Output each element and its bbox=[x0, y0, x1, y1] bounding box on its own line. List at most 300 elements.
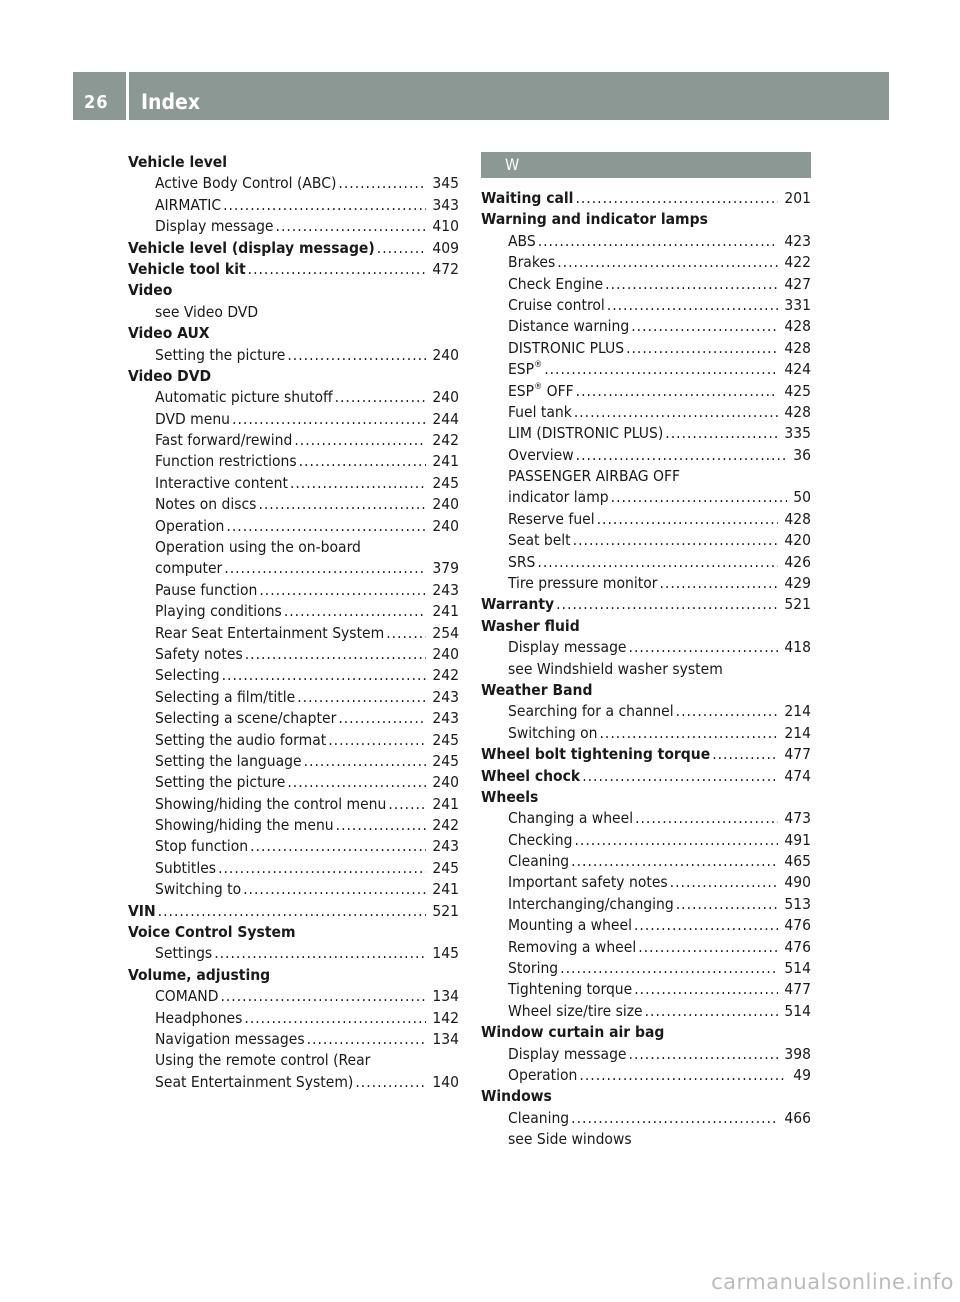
page-reference[interactable]: 490 bbox=[784, 873, 811, 892]
entry-text: Cleaning bbox=[508, 852, 570, 871]
page-reference[interactable]: 241 bbox=[432, 794, 459, 813]
leader-dots bbox=[245, 644, 427, 665]
leader-dots bbox=[638, 937, 778, 958]
entry-text: COMAND bbox=[155, 987, 219, 1006]
page-reference[interactable]: 49 bbox=[793, 1066, 811, 1084]
entry-label bbox=[508, 830, 572, 851]
page-reference[interactable]: 214 bbox=[784, 702, 811, 721]
entry-text: see Video DVD bbox=[155, 302, 259, 321]
leader-dots bbox=[294, 430, 426, 451]
entry-text: Operation bbox=[508, 1066, 578, 1084]
entry-label bbox=[508, 231, 536, 252]
entry-text: Brakes bbox=[508, 253, 556, 272]
entry-label bbox=[155, 1008, 242, 1029]
leader-dots bbox=[670, 873, 779, 894]
entry-label bbox=[508, 295, 605, 316]
page-reference[interactable]: 428 bbox=[784, 317, 811, 336]
index-subentry bbox=[481, 830, 811, 851]
index-subentry bbox=[481, 1044, 811, 1065]
entry-text: Vehicle tool kit bbox=[128, 259, 246, 278]
entry-label bbox=[155, 580, 257, 601]
leader-dots bbox=[223, 195, 426, 216]
index-entry bbox=[128, 238, 459, 259]
entry-label bbox=[155, 387, 333, 408]
entry-text: computer bbox=[155, 559, 223, 578]
page-reference[interactable]: 254 bbox=[432, 623, 459, 642]
page-reference[interactable]: 465 bbox=[784, 852, 811, 871]
entry-label bbox=[155, 837, 248, 858]
index-subentry bbox=[481, 873, 811, 894]
index-subentry bbox=[128, 451, 459, 472]
entry-text: DISTRONIC PLUS bbox=[508, 338, 625, 357]
index-subentry bbox=[128, 1029, 459, 1050]
index-column-left bbox=[128, 152, 459, 1093]
entry-label bbox=[481, 787, 538, 808]
entry-label bbox=[155, 708, 336, 729]
leader-dots bbox=[335, 387, 427, 408]
leader-dots bbox=[574, 830, 778, 851]
page-reference[interactable]: 409 bbox=[432, 238, 459, 257]
entry-label bbox=[508, 1044, 627, 1065]
index-column-right bbox=[481, 152, 811, 1151]
entry-text: Notes on discs bbox=[155, 495, 257, 514]
leader-dots bbox=[676, 894, 779, 915]
entry-label bbox=[155, 943, 212, 964]
index-entry bbox=[481, 680, 811, 701]
index-subentry bbox=[481, 316, 811, 337]
leader-dots bbox=[232, 409, 426, 430]
entry-text: Interchanging/changing bbox=[508, 894, 674, 913]
index-subentry bbox=[128, 858, 459, 879]
entry-label bbox=[128, 323, 210, 344]
index-subentry bbox=[481, 808, 811, 829]
entry-text: Interactive content bbox=[155, 473, 288, 492]
leader-dots bbox=[388, 794, 426, 815]
index-subentry bbox=[128, 730, 459, 751]
index-entry bbox=[481, 1022, 811, 1043]
entry-text: Tightening torque bbox=[508, 980, 633, 999]
entry-label bbox=[508, 723, 597, 744]
page-reference[interactable]: 335 bbox=[784, 424, 811, 443]
leader-dots bbox=[226, 516, 426, 537]
entry-label bbox=[508, 1001, 643, 1022]
page-reference[interactable]: 426 bbox=[784, 552, 811, 571]
index-entry bbox=[128, 280, 459, 301]
page-reference[interactable]: 514 bbox=[784, 959, 811, 978]
leader-dots bbox=[576, 445, 788, 466]
index-subentry bbox=[481, 958, 811, 979]
page-reference[interactable]: 241 bbox=[432, 452, 459, 471]
entry-label bbox=[481, 1022, 664, 1043]
leader-dots bbox=[605, 274, 778, 295]
page-reference[interactable]: 243 bbox=[432, 580, 459, 599]
entry-label bbox=[508, 274, 603, 295]
page-reference[interactable]: 398 bbox=[784, 1044, 811, 1063]
entry-label bbox=[128, 238, 375, 259]
index-subentry bbox=[128, 558, 459, 579]
index-subentry bbox=[481, 723, 811, 744]
leader-dots bbox=[377, 238, 427, 259]
leader-dots bbox=[626, 338, 778, 359]
entry-text: Removing a wheel bbox=[508, 937, 637, 956]
index-subentry bbox=[481, 851, 811, 872]
leader-dots bbox=[560, 958, 778, 979]
entry-text: Overview bbox=[508, 445, 574, 464]
leader-dots bbox=[676, 701, 779, 722]
page-header bbox=[73, 72, 889, 120]
page-reference[interactable]: 521 bbox=[432, 901, 459, 920]
entry-text: DVD menu bbox=[155, 409, 231, 428]
page-reference[interactable]: 243 bbox=[432, 687, 459, 706]
page-reference[interactable]: 477 bbox=[784, 980, 811, 999]
leader-dots bbox=[557, 252, 778, 273]
page-reference[interactable]: 420 bbox=[784, 531, 811, 550]
index-subentry bbox=[481, 402, 811, 423]
entry-text: VIN bbox=[128, 901, 156, 920]
entry-label bbox=[155, 772, 285, 793]
entry-label bbox=[155, 173, 336, 194]
entry-label bbox=[508, 637, 627, 658]
entry-text: Weather Band bbox=[481, 680, 593, 699]
watermark: carmanualsonline.info bbox=[711, 1270, 954, 1294]
index-subentry bbox=[481, 359, 811, 380]
page-reference[interactable]: 331 bbox=[784, 295, 811, 314]
page-reference[interactable]: 242 bbox=[432, 816, 459, 835]
entry-label bbox=[508, 937, 636, 958]
entry-label bbox=[508, 487, 609, 508]
entry-text: Navigation messages bbox=[155, 1030, 305, 1048]
entry-text: ESP bbox=[508, 381, 535, 400]
entry-label bbox=[155, 537, 361, 558]
index-entry bbox=[481, 766, 811, 787]
index-subentry bbox=[481, 466, 811, 487]
page-reference[interactable]: 477 bbox=[784, 745, 811, 764]
index-entry bbox=[128, 922, 459, 943]
leader-dots bbox=[299, 451, 427, 472]
index-subentry bbox=[128, 173, 459, 194]
page-reference[interactable]: 240 bbox=[432, 516, 459, 535]
page-reference[interactable]: 145 bbox=[432, 944, 459, 963]
entry-text: Display message bbox=[508, 1044, 627, 1063]
index-subentry bbox=[481, 295, 811, 316]
page-reference[interactable]: 476 bbox=[784, 916, 811, 935]
page-reference[interactable]: 410 bbox=[432, 217, 459, 236]
entry-text: Tire pressure monitor bbox=[508, 574, 658, 593]
entry-label bbox=[128, 366, 211, 387]
leader-dots bbox=[538, 231, 779, 252]
page-reference[interactable]: 50 bbox=[793, 488, 811, 507]
entry-text: LIM (DISTRONIC PLUS) bbox=[508, 424, 664, 443]
page-number: 26 bbox=[84, 92, 109, 113]
entry-text: Voice Control System bbox=[128, 923, 296, 942]
leader-dots bbox=[544, 359, 778, 380]
index-subentry bbox=[128, 345, 459, 366]
entry-text: Seat belt bbox=[508, 531, 571, 550]
entry-label bbox=[155, 195, 221, 216]
leader-dots bbox=[284, 601, 427, 622]
page-reference[interactable]: 241 bbox=[432, 602, 459, 621]
page-reference[interactable]: 428 bbox=[784, 402, 811, 421]
entry-label bbox=[128, 259, 246, 280]
index-subentry bbox=[128, 772, 459, 793]
entry-label bbox=[481, 594, 554, 615]
entry-label bbox=[155, 1029, 305, 1050]
entry-label bbox=[128, 280, 172, 301]
page-reference[interactable]: 423 bbox=[784, 231, 811, 250]
page-reference[interactable]: 521 bbox=[784, 595, 811, 614]
page-reference[interactable]: 201 bbox=[784, 188, 811, 207]
leader-dots bbox=[336, 815, 427, 836]
page-reference[interactable]: 245 bbox=[432, 473, 459, 492]
entry-text: Changing a wheel bbox=[508, 809, 634, 828]
entry-label bbox=[508, 979, 632, 1000]
entry-text: Setting the picture bbox=[155, 345, 286, 364]
page-reference[interactable]: 242 bbox=[432, 666, 459, 685]
page-reference[interactable]: 474 bbox=[784, 766, 811, 785]
leader-dots bbox=[307, 1029, 427, 1050]
entry-label bbox=[508, 466, 680, 487]
entry-text: Video DVD bbox=[128, 366, 212, 385]
entry-label bbox=[155, 623, 384, 644]
entry-label bbox=[155, 409, 230, 430]
index-subentry bbox=[481, 1001, 811, 1022]
leader-dots bbox=[304, 751, 427, 772]
page-reference[interactable]: 240 bbox=[432, 495, 459, 514]
page-reference[interactable]: 513 bbox=[784, 894, 811, 913]
entry-label bbox=[155, 302, 258, 323]
entry-text: Operation bbox=[155, 516, 225, 535]
entry-text: Checking bbox=[508, 830, 573, 849]
page-reference[interactable]: 427 bbox=[784, 274, 811, 293]
entry-text: Playing conditions bbox=[155, 602, 282, 621]
entry-label bbox=[508, 851, 569, 872]
index-entry bbox=[128, 366, 459, 387]
entry-text: Searching for a channel bbox=[508, 702, 674, 721]
page-reference[interactable]: 472 bbox=[432, 259, 459, 278]
entry-text: Important safety notes bbox=[508, 873, 668, 892]
leader-dots bbox=[635, 808, 778, 829]
entry-label bbox=[155, 858, 216, 879]
leader-dots bbox=[248, 259, 427, 280]
entry-label bbox=[508, 552, 535, 573]
page-reference[interactable]: 466 bbox=[784, 1108, 811, 1127]
entry-label bbox=[508, 915, 632, 936]
page-reference[interactable]: 428 bbox=[784, 338, 811, 357]
entry-label bbox=[155, 216, 274, 237]
entry-text: Active Body Control (ABC) bbox=[155, 174, 337, 193]
index-subentry bbox=[128, 794, 459, 815]
entry-label bbox=[128, 901, 156, 922]
page-reference[interactable]: 379 bbox=[432, 559, 459, 578]
index-subentry bbox=[481, 701, 811, 722]
entry-text: Switching to bbox=[155, 880, 242, 899]
leader-dots bbox=[259, 580, 426, 601]
leader-dots bbox=[297, 687, 426, 708]
entry-text: Cleaning bbox=[508, 1108, 570, 1127]
entry-label bbox=[508, 573, 657, 594]
entry-text: ABS bbox=[508, 231, 536, 250]
index-subentry bbox=[128, 665, 459, 686]
entry-text: Showing/hiding the menu bbox=[155, 816, 334, 835]
page-reference[interactable]: 245 bbox=[432, 858, 459, 877]
page-reference[interactable]: 214 bbox=[784, 723, 811, 742]
entry-text: Setting the picture bbox=[155, 773, 286, 792]
index-entry bbox=[481, 209, 811, 230]
page-reference[interactable]: 240 bbox=[432, 644, 459, 663]
page-reference[interactable]: 418 bbox=[784, 638, 811, 657]
page-title: Index bbox=[141, 90, 201, 114]
page-reference[interactable]: 429 bbox=[784, 574, 811, 593]
leader-dots bbox=[158, 901, 427, 922]
page-reference[interactable]: 343 bbox=[432, 195, 459, 214]
leader-dots bbox=[220, 986, 426, 1007]
index-subentry bbox=[481, 509, 811, 530]
entry-label bbox=[128, 965, 270, 986]
entry-text: Display message bbox=[155, 217, 274, 236]
entry-text: Vehicle level bbox=[128, 152, 228, 171]
index-entry bbox=[481, 616, 811, 637]
leader-dots bbox=[328, 730, 426, 751]
index-subentry bbox=[481, 1065, 811, 1086]
index-subentry bbox=[481, 445, 811, 466]
entry-label bbox=[155, 1050, 370, 1071]
entry-text: Selecting a scene/chapter bbox=[155, 709, 337, 728]
entry-label bbox=[155, 1072, 353, 1093]
index-subentry bbox=[128, 537, 459, 558]
index-entry bbox=[128, 965, 459, 986]
entry-text: PASSENGER AIRBAG OFF bbox=[508, 467, 681, 486]
leader-dots bbox=[224, 558, 426, 579]
entry-text: see Windshield washer system bbox=[508, 659, 723, 678]
registered-mark: ® bbox=[534, 360, 543, 371]
index-subentry bbox=[128, 751, 459, 772]
page-reference[interactable]: 245 bbox=[432, 751, 459, 770]
page-reference[interactable]: 240 bbox=[432, 345, 459, 364]
entry-label bbox=[508, 873, 668, 894]
page-reference[interactable]: 134 bbox=[432, 1030, 459, 1048]
entry-label bbox=[128, 152, 227, 173]
entry-label bbox=[155, 794, 386, 815]
entry-text: Operation using the on-board bbox=[155, 538, 361, 557]
page-reference[interactable]: 345 bbox=[432, 174, 459, 193]
index-subentry bbox=[128, 623, 459, 644]
index-subentry bbox=[128, 473, 459, 494]
index-entry bbox=[128, 152, 459, 173]
entry-text: Cruise control bbox=[508, 295, 605, 314]
index-subentry bbox=[481, 937, 811, 958]
entry-text: Video bbox=[128, 281, 173, 300]
index-entry bbox=[481, 744, 811, 765]
page-reference[interactable]: 243 bbox=[432, 709, 459, 728]
index-subentry bbox=[481, 915, 811, 936]
entry-label bbox=[508, 252, 555, 273]
page-reference[interactable]: 240 bbox=[432, 388, 459, 407]
leader-dots bbox=[556, 594, 778, 615]
leader-dots bbox=[287, 345, 426, 366]
leader-dots bbox=[611, 487, 788, 508]
entry-label bbox=[155, 730, 326, 751]
entry-text: Safety notes bbox=[155, 644, 243, 663]
page-reference[interactable]: 422 bbox=[784, 253, 811, 272]
index-entry bbox=[128, 259, 459, 280]
leader-dots bbox=[574, 402, 779, 423]
entry-text: Rear Seat Entertainment System bbox=[155, 623, 385, 642]
entry-label bbox=[508, 445, 574, 466]
entry-label bbox=[508, 1065, 577, 1086]
entry-text: Seat Entertainment System) bbox=[155, 1072, 354, 1091]
entry-label bbox=[508, 894, 674, 915]
entry-text: Function restrictions bbox=[155, 452, 297, 471]
entry-label bbox=[155, 494, 256, 515]
registered-mark: ® bbox=[534, 381, 543, 392]
page-reference[interactable]: 36 bbox=[793, 445, 811, 464]
page-reference[interactable]: 134 bbox=[432, 987, 459, 1006]
page-reference[interactable]: 473 bbox=[784, 809, 811, 828]
page-reference[interactable]: 142 bbox=[432, 1008, 459, 1027]
entry-text: Video AUX bbox=[128, 324, 210, 343]
entry-text: Settings bbox=[155, 944, 213, 963]
entry-text: Switching on bbox=[508, 723, 598, 742]
entry-text: ESP bbox=[508, 360, 535, 379]
entry-label bbox=[481, 1086, 552, 1107]
leader-dots bbox=[582, 766, 778, 787]
leader-dots bbox=[665, 423, 778, 444]
index-subentry bbox=[128, 986, 459, 1007]
entry-text: see Side windows bbox=[508, 1130, 632, 1149]
page-reference[interactable]: 476 bbox=[784, 937, 811, 956]
page-reference[interactable]: 425 bbox=[784, 381, 811, 400]
entry-text: Mounting a wheel bbox=[508, 916, 632, 935]
page-reference[interactable]: 424 bbox=[784, 360, 811, 379]
index-subentry bbox=[128, 879, 459, 900]
page-reference[interactable]: 140 bbox=[432, 1072, 459, 1091]
leader-dots bbox=[244, 1008, 426, 1029]
page-reference[interactable]: 242 bbox=[432, 431, 459, 450]
entry-text: Wheel size/tire size bbox=[508, 1001, 643, 1020]
entry-text: Selecting a film/title bbox=[155, 687, 296, 706]
page-reference[interactable]: 514 bbox=[784, 1001, 811, 1020]
index-subentry bbox=[128, 1050, 459, 1071]
entry-label bbox=[155, 516, 224, 537]
index-entry bbox=[128, 323, 459, 344]
entry-text: Distance warning bbox=[508, 317, 630, 336]
page-reference[interactable]: 240 bbox=[432, 773, 459, 792]
page-reference[interactable]: 491 bbox=[784, 830, 811, 849]
leader-dots bbox=[243, 879, 426, 900]
leader-dots bbox=[276, 216, 427, 237]
page-reference[interactable]: 243 bbox=[432, 837, 459, 856]
entry-label bbox=[508, 808, 633, 829]
entry-text: Fuel tank bbox=[508, 402, 572, 421]
entry-label bbox=[155, 601, 282, 622]
entry-label bbox=[481, 744, 710, 765]
entry-label bbox=[155, 687, 295, 708]
page-reference[interactable]: 244 bbox=[432, 409, 459, 428]
leader-dots bbox=[645, 1001, 779, 1022]
entry-label bbox=[481, 209, 708, 230]
entry-label bbox=[155, 751, 302, 772]
page-reference[interactable]: 241 bbox=[432, 880, 459, 899]
page-reference[interactable]: 428 bbox=[784, 509, 811, 528]
entry-text: Showing/hiding the control menu bbox=[155, 794, 387, 813]
index-list-w bbox=[481, 188, 811, 1151]
leader-dots bbox=[338, 708, 426, 729]
entry-text: Volume, adjusting bbox=[128, 965, 271, 984]
page-reference[interactable]: 245 bbox=[432, 730, 459, 749]
leader-dots bbox=[629, 1044, 779, 1065]
index-subentry bbox=[481, 894, 811, 915]
index-entry bbox=[481, 1086, 811, 1107]
